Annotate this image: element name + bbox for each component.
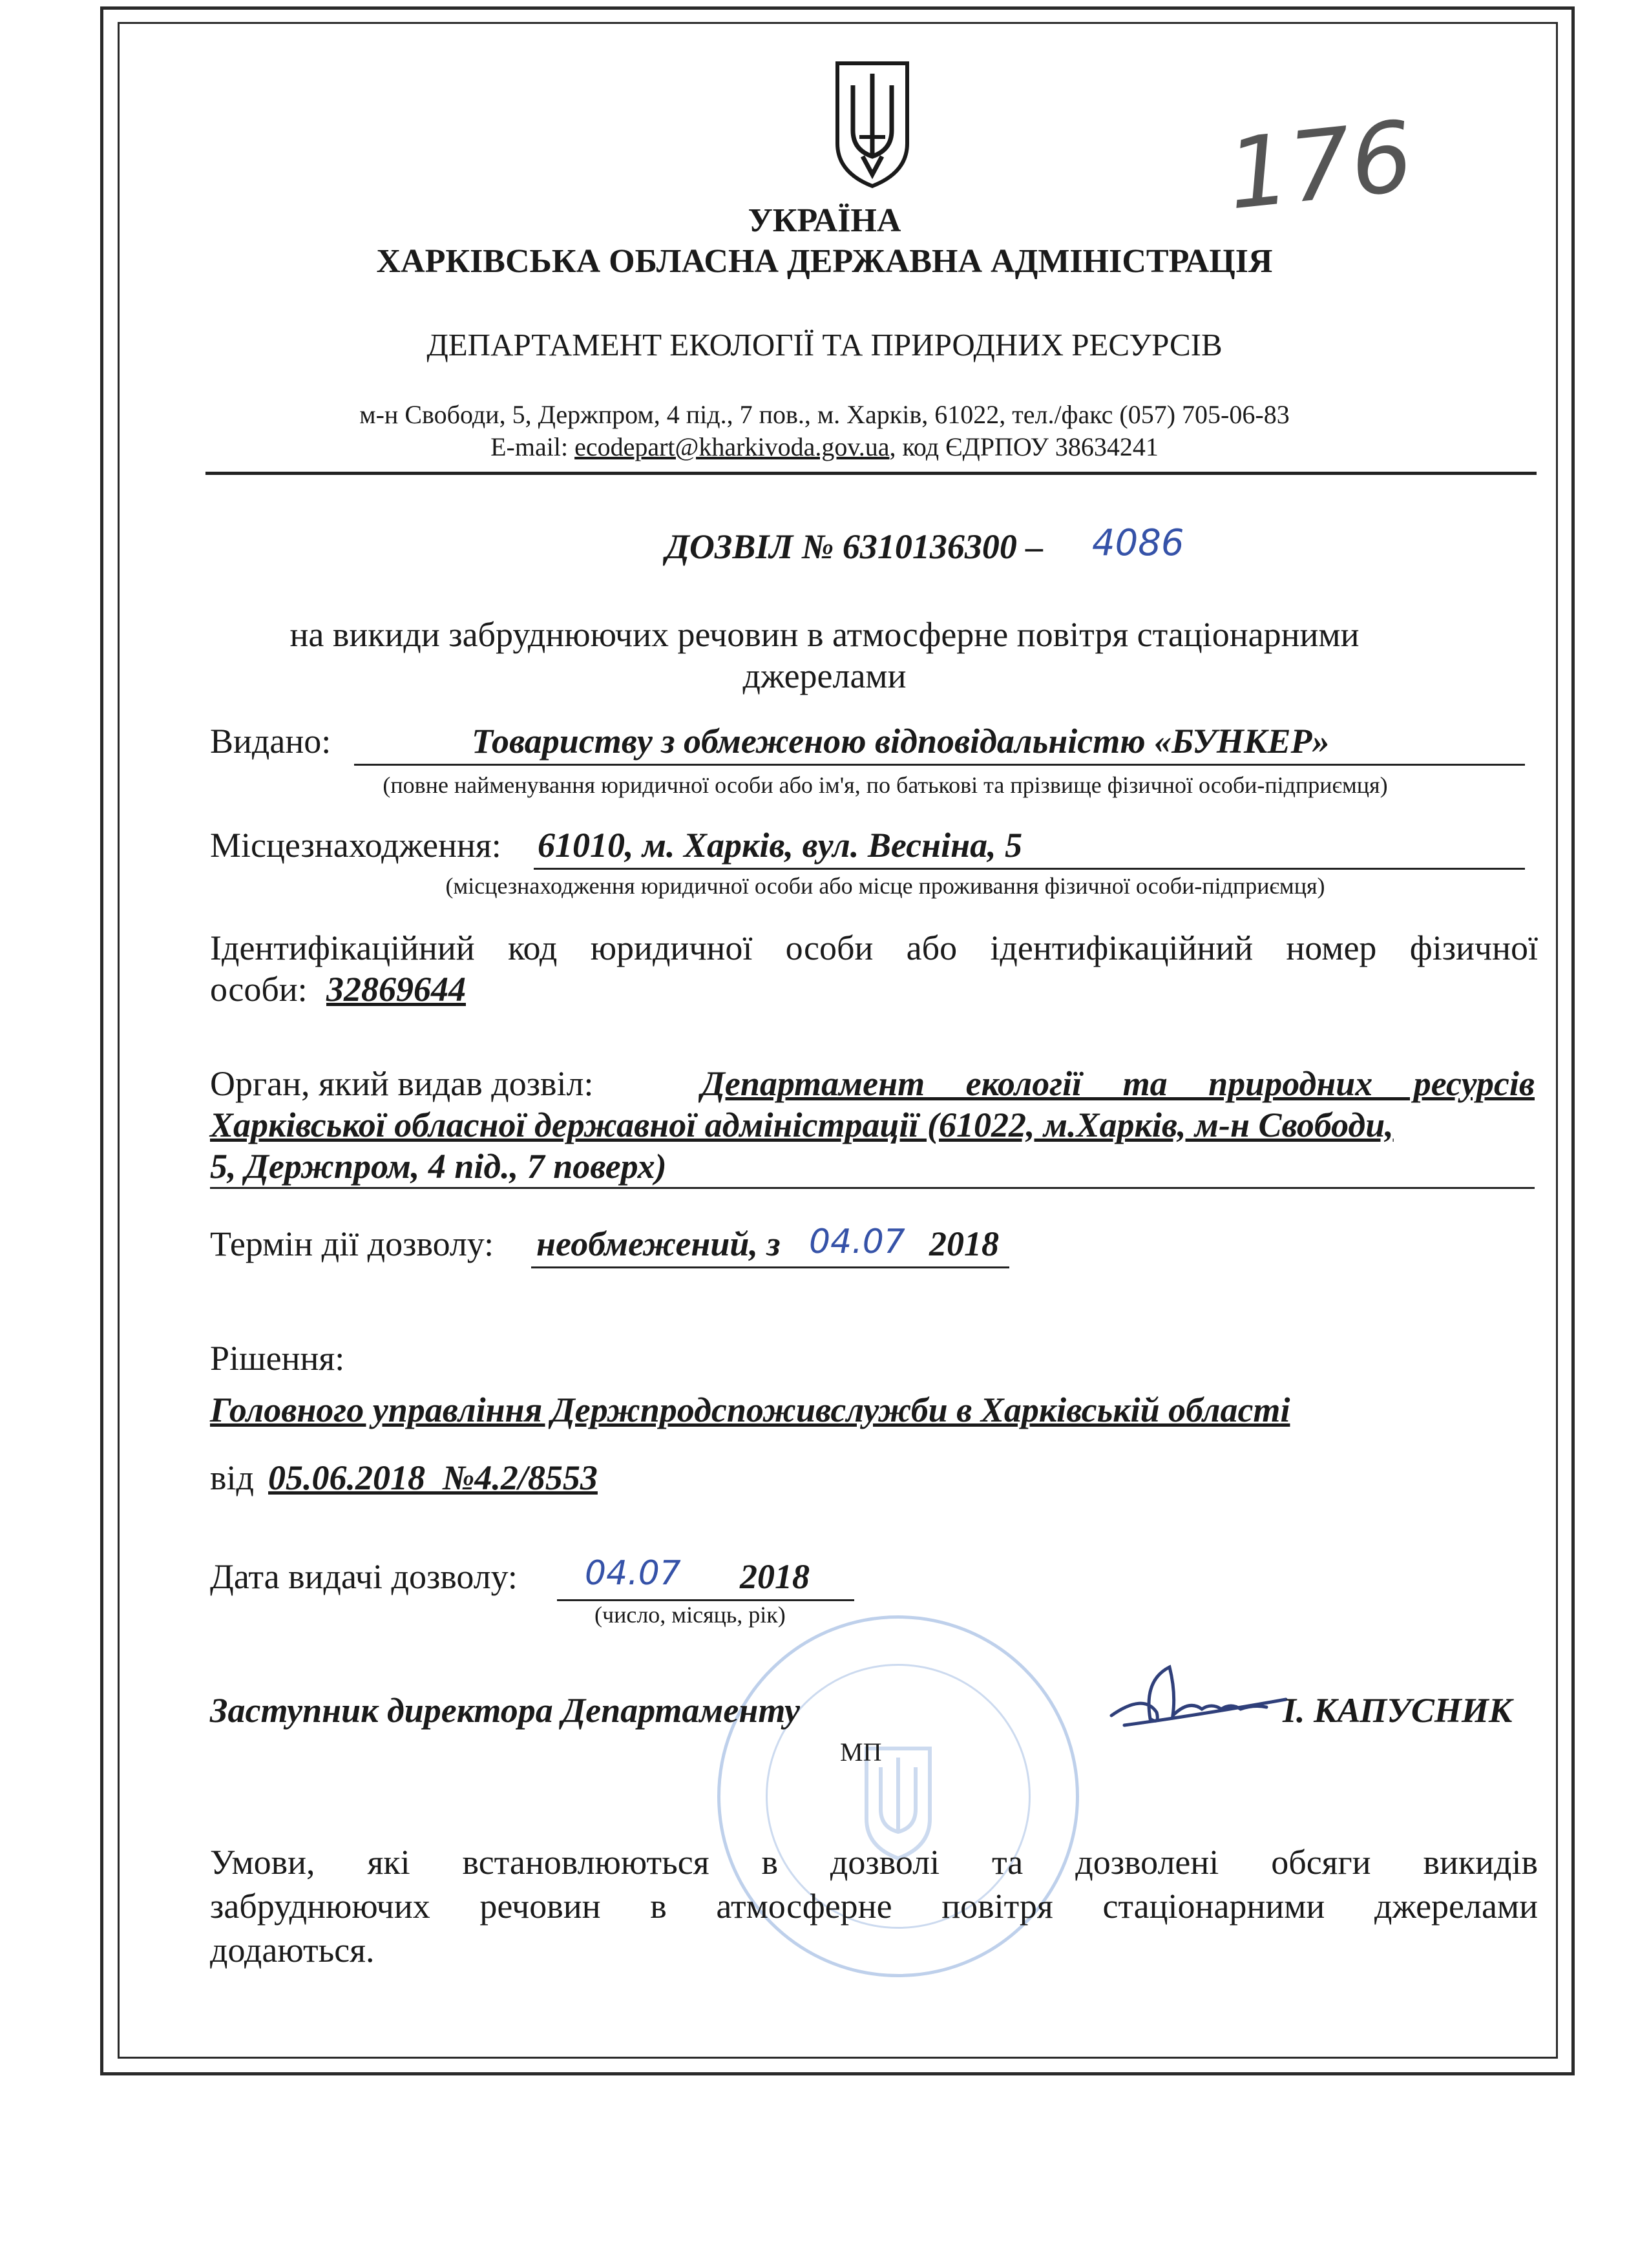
- signatory-position: Заступник директора Департаменту: [210, 1691, 800, 1730]
- issued-to-label: Видано:: [210, 722, 331, 761]
- validity-value-prefix: необмежений, з: [536, 1224, 781, 1263]
- issuing-body-label: Орган, який видав дозвіл:: [210, 1064, 594, 1103]
- location-hint: (місцезнаходження юридичної особи або місце проживання фізичної особи-підприємця): [445, 873, 1325, 899]
- validity-year: 2018: [929, 1224, 999, 1263]
- issue-date-label: Дата видачі дозволу:: [210, 1557, 518, 1596]
- decision-value: Головного управління Держпродспоживслужби в Харківській області: [210, 1391, 1290, 1429]
- identification-value: 32869644: [326, 970, 466, 1009]
- permit-subtitle: [0, 614, 1649, 697]
- footer-line3: додаються.: [210, 1931, 375, 1969]
- header-divider: [205, 472, 1537, 475]
- issuing-body-value-line1: Департамент екології та природних ресурсів: [701, 1064, 1535, 1103]
- permit-subtitle-line1: на викиди забруднюючих речовин в атмосферне повітря стаціонарними: [289, 615, 1360, 654]
- issuing-body-value-line3: 5, Держпром, 4 під., 7 поверх): [210, 1147, 667, 1186]
- validity-handwritten-date: 04.07: [809, 1223, 905, 1261]
- country-heading: УКРАЇНА: [748, 202, 901, 239]
- issue-date-handwritten: 04.07: [585, 1554, 681, 1593]
- decision-label: Рішення:: [210, 1339, 345, 1378]
- footer-line2: забруднюючих речовин в атмосферне повітря стаціонарними джерелами: [210, 1887, 1538, 1926]
- administration-heading: ХАРКІВСЬКА ОБЛАСНА ДЕРЖАВНА АДМІНІСТРАЦІЯ: [376, 243, 1273, 280]
- decision-from-label: від: [210, 1458, 254, 1497]
- email-link[interactable]: ecodepart@kharkivoda.gov.ua: [574, 432, 890, 461]
- email-label: E-mail:: [490, 432, 569, 461]
- coat-of-arms-icon: [834, 59, 911, 189]
- department-address: м-н Свободи, 5, Держпром, 4 під., 7 пов., м. Харків, 61022, тел./факс (057) 705-06-83: [359, 400, 1290, 429]
- location-value: 61010, м. Харків, вул. Весніна, 5: [538, 826, 1023, 865]
- edrpou-code: , код ЄДРПОУ 38634241: [889, 432, 1159, 461]
- permit-title: ДОЗВІЛ № 6310136300 –: [666, 527, 1044, 566]
- issuing-body-value-line2: Харківської обласної державної адміністрації (61022, м.Харків, м-н Свободи,: [210, 1106, 1394, 1144]
- footer-line1: Умови, які встановлюються в дозволі та дозволені обсяги викидів: [210, 1843, 1538, 1882]
- permit-number-handwritten: 4086: [1092, 522, 1184, 564]
- department-heading: ДЕПАРТАМЕНТ ЕКОЛОГІЇ ТА ПРИРОДНИХ РЕСУРСІВ: [426, 327, 1223, 362]
- identification-label-line2: особи:: [210, 970, 308, 1009]
- decision-from-value: 05.06.2018 №4.2/8553: [268, 1458, 598, 1497]
- issued-to-value: Товариству з обмеженою відповідальністю «БУНКЕР»: [472, 722, 1330, 761]
- issue-date-year: 2018: [740, 1557, 810, 1596]
- page-number-handwritten: 176: [1222, 100, 1418, 232]
- issued-to-hint: (повне найменування юридичної особи або ім'я, по батькові та прізвище фізичної особи-підприємця): [383, 772, 1388, 798]
- signature-icon: [1098, 1654, 1292, 1745]
- location-label: Місцезнаходження:: [210, 826, 501, 865]
- permit-subtitle-line2: джерелами: [742, 656, 907, 695]
- department-contacts: [0, 432, 1649, 462]
- identification-label-line1: Ідентифікаційний код юридичної особи або ідентифікаційний номер фізичної: [210, 929, 1538, 967]
- signatory-name: І. КАПУСНИК: [1283, 1691, 1513, 1730]
- issue-date-hint: (число, місяць, рік): [594, 1602, 786, 1628]
- validity-label: Термін дії дозволу:: [210, 1224, 494, 1263]
- seal-place-mark: МП: [840, 1738, 882, 1767]
